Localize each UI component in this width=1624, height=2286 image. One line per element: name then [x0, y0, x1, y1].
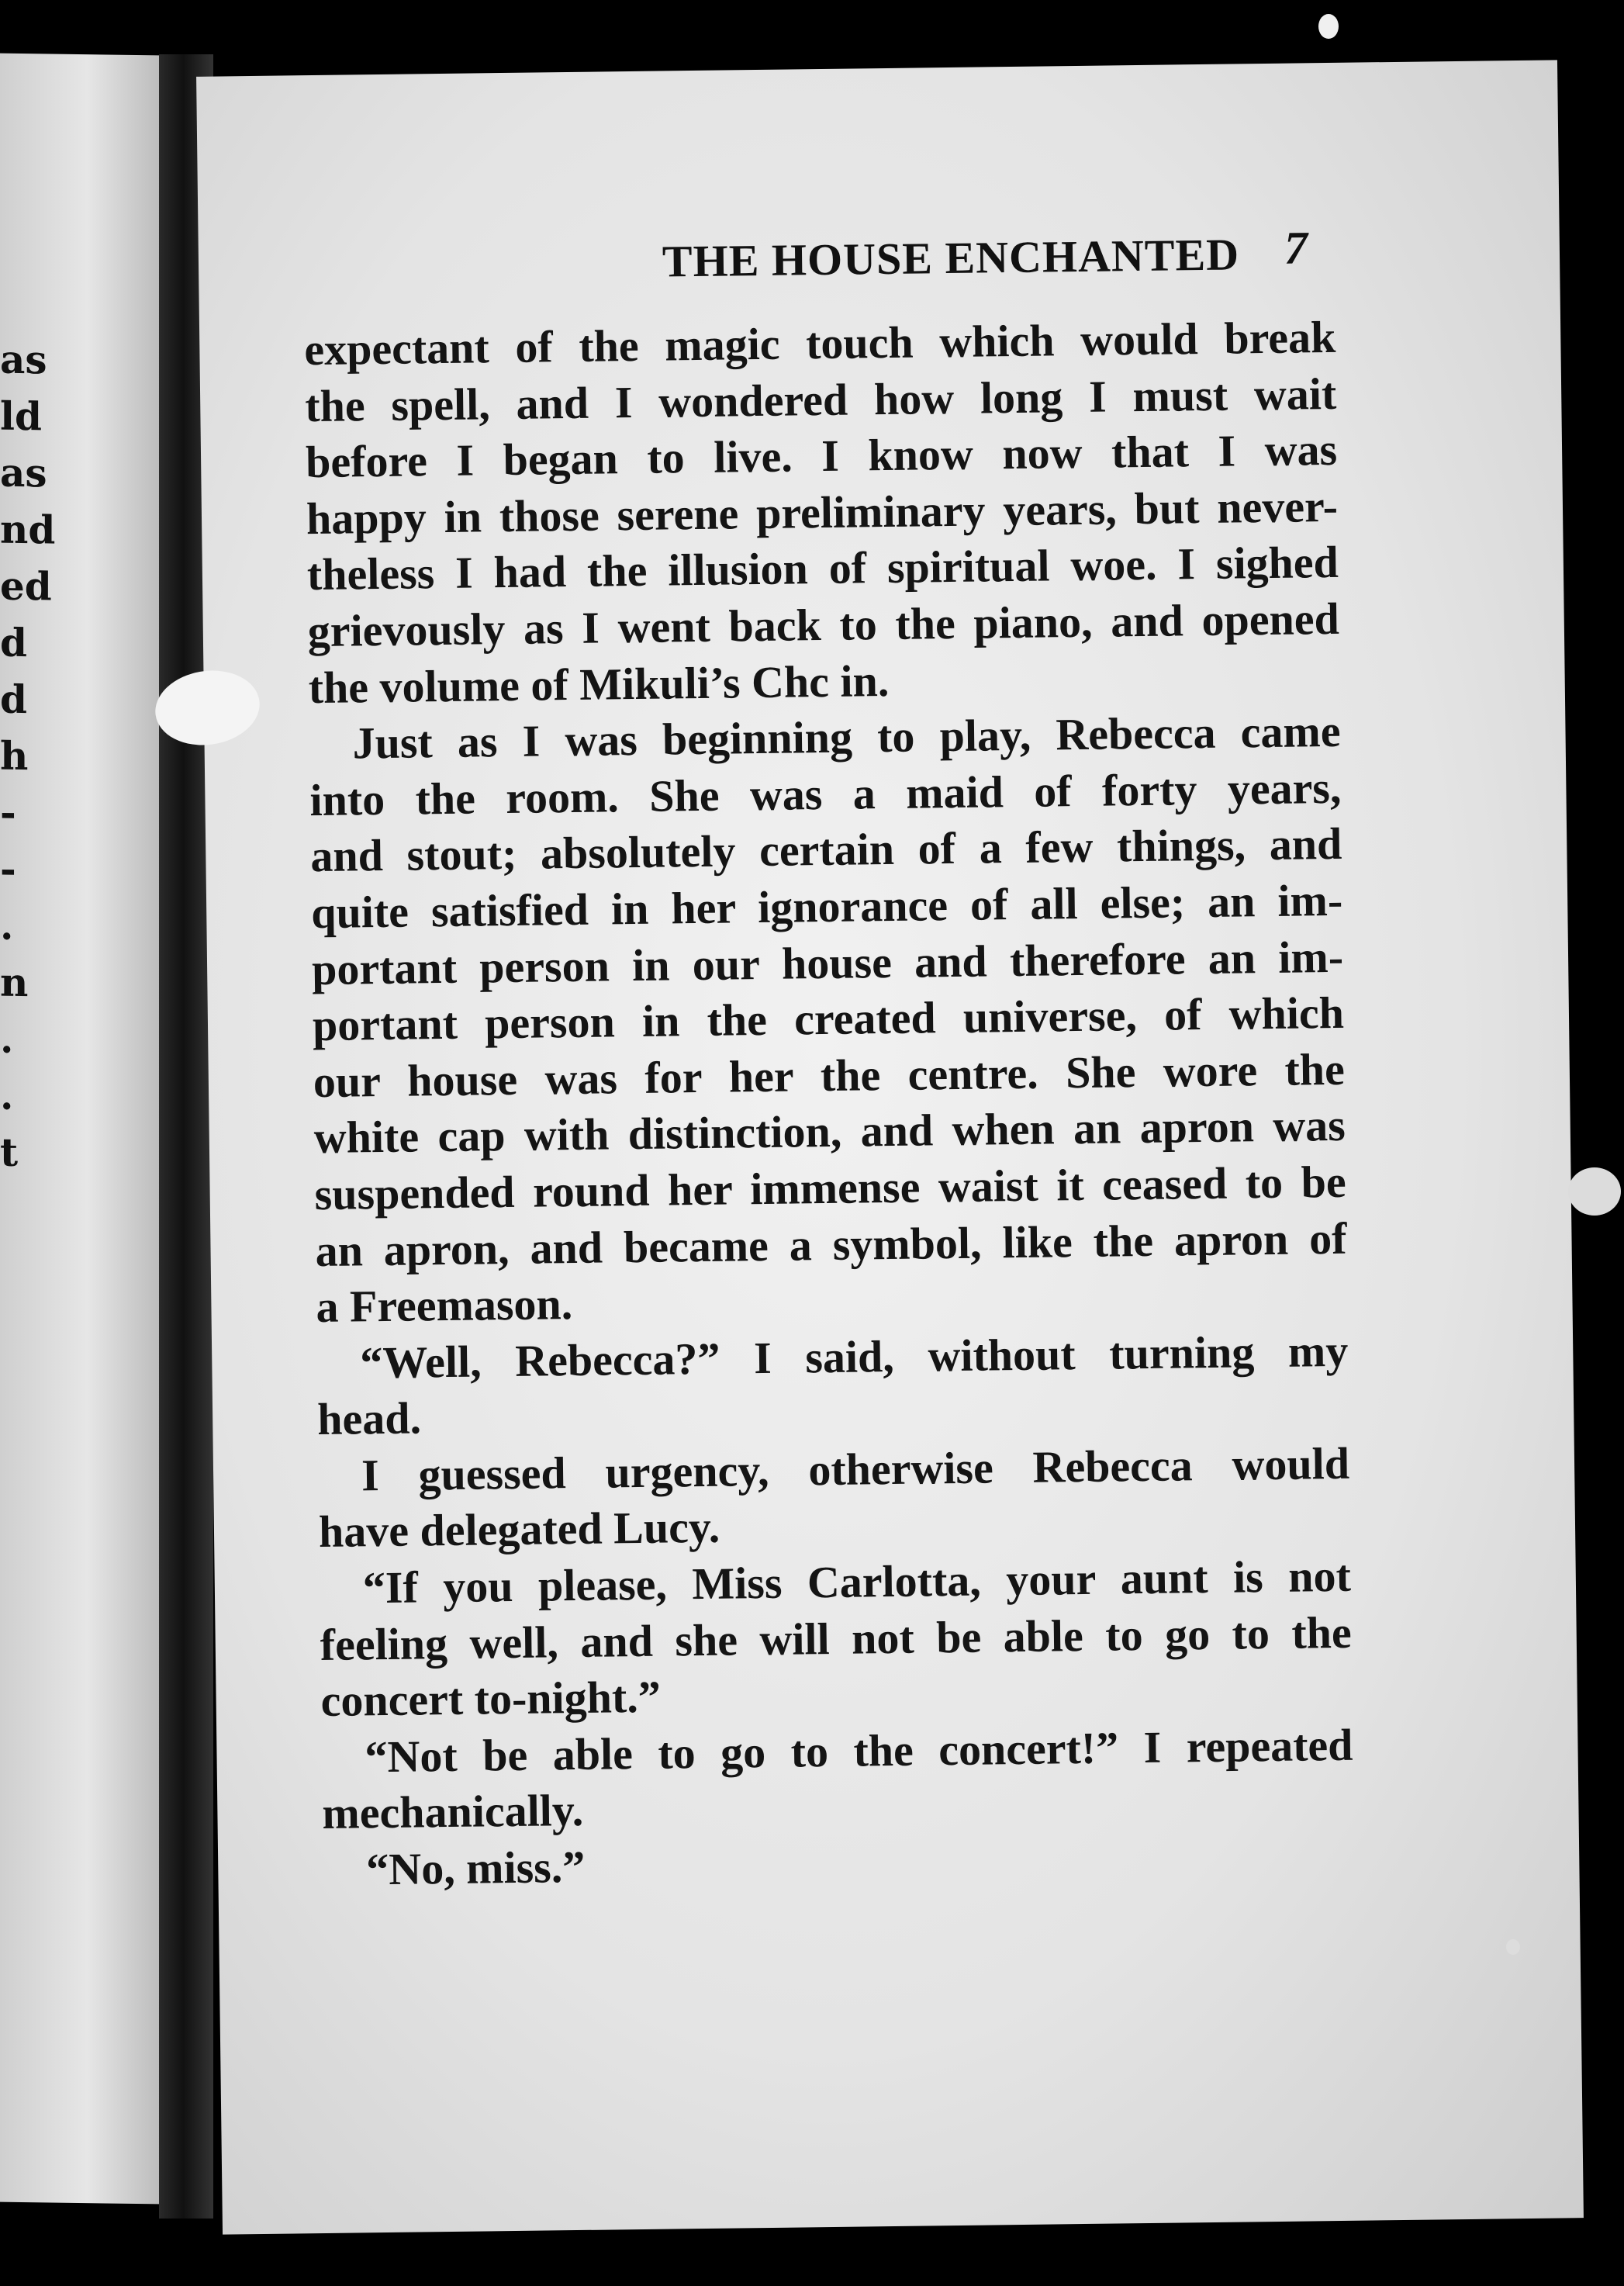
- text-line: our house was for her the centre. She wore the: [313, 1043, 1346, 1107]
- text-line: “Not be able to go to the concert!” I repeated: [365, 1719, 1353, 1783]
- facing-page-fragment: n: [0, 959, 29, 1006]
- text-line: a Freemason.: [316, 1278, 573, 1333]
- text-line: concert to-night.”: [320, 1671, 662, 1727]
- text-line: expectant of the magic touch which would break: [303, 311, 1336, 375]
- text-line: the volume of Mikuli’s Chc in.: [308, 655, 890, 713]
- paragraph: [321, 1717, 1354, 1842]
- text-line: portant person in our house and therefore an im-: [311, 931, 1344, 994]
- facing-page-fragment: as: [0, 336, 47, 383]
- text-line: grievously as I went back to the piano, and opened: [307, 593, 1340, 657]
- text-line: feeling well, and she will not be able to go to the: [320, 1606, 1353, 1670]
- facing-page-fragment: d: [0, 619, 27, 666]
- facing-page-fragment: h: [0, 732, 29, 780]
- scan-blot-right: [1568, 1167, 1621, 1216]
- facing-page-fragment: .: [0, 902, 14, 949]
- text-line: quite satisfied in her ignorance of all else; an im-: [310, 874, 1343, 939]
- text-line: head.: [316, 1392, 422, 1445]
- text-line: “No, miss.”: [365, 1841, 586, 1895]
- text-line: theless I had the illusion of spiritual woe. I sighed: [306, 537, 1339, 600]
- text-line: portant person in the created universe, of which: [312, 987, 1345, 1051]
- text-line: mechanically.: [322, 1785, 584, 1839]
- text-line: before I began to live. I know now that I was: [305, 424, 1338, 488]
- text-line: Just as I was beginning to play, Rebecca came: [352, 706, 1341, 769]
- scan-speck-top: [1318, 14, 1339, 39]
- page-number: 7: [1284, 222, 1308, 274]
- facing-page-edge: [0, 54, 159, 2205]
- text-line: “If you please, Miss Carlotta, your aunt is not: [362, 1550, 1352, 1613]
- facing-page-fragment: ld: [0, 393, 42, 440]
- text-line: white cap with distinction, and when an apron was: [313, 1100, 1346, 1164]
- paragraph: [319, 1548, 1353, 1730]
- text-line: suspended round her immense waist it ceased to be: [314, 1156, 1346, 1219]
- facing-page-fragment: nd: [0, 506, 56, 553]
- page-body-text: [304, 310, 1355, 1899]
- paragraph: [323, 1830, 1355, 1899]
- paragraph: [304, 310, 1340, 716]
- paragraph: [318, 1436, 1351, 1561]
- running-title: THE HOUSE ENCHANTED: [662, 229, 1240, 287]
- facing-page-fragment: -: [0, 789, 16, 835]
- facing-page-fragment: d: [0, 676, 27, 723]
- facing-page-fragment: -: [0, 846, 16, 892]
- facing-page-fragment: as: [0, 449, 47, 496]
- text-line: an apron, and became a symbol, like the apron of: [315, 1212, 1347, 1276]
- text-line: the spell, and I wondered how long I must wait: [304, 368, 1337, 431]
- facing-page-fragment: .: [0, 1072, 14, 1119]
- text-line: and stout; absolutely certain of a few things, and: [309, 818, 1342, 882]
- facing-page-fragment: .: [0, 1015, 14, 1062]
- paragraph: [316, 1323, 1349, 1447]
- scan-speck-bottom: [1506, 1939, 1520, 1955]
- text-line: have delegated Lucy.: [318, 1502, 720, 1558]
- facing-page-fragments: [0, 54, 159, 1175]
- facing-page-fragment: ed: [0, 562, 52, 610]
- paragraph: [309, 704, 1348, 1336]
- text-line: happy in those serene preliminary years, but never-: [306, 480, 1339, 544]
- facing-page-fragment: t: [0, 1129, 19, 1175]
- book-page: [196, 60, 1584, 2234]
- text-line: into the room. She was a maid of forty years,: [309, 762, 1342, 825]
- text-line: “Well, Rebecca?” I said, without turning my: [359, 1325, 1349, 1389]
- text-line: I guessed urgency, otherwise Rebecca would: [361, 1437, 1350, 1501]
